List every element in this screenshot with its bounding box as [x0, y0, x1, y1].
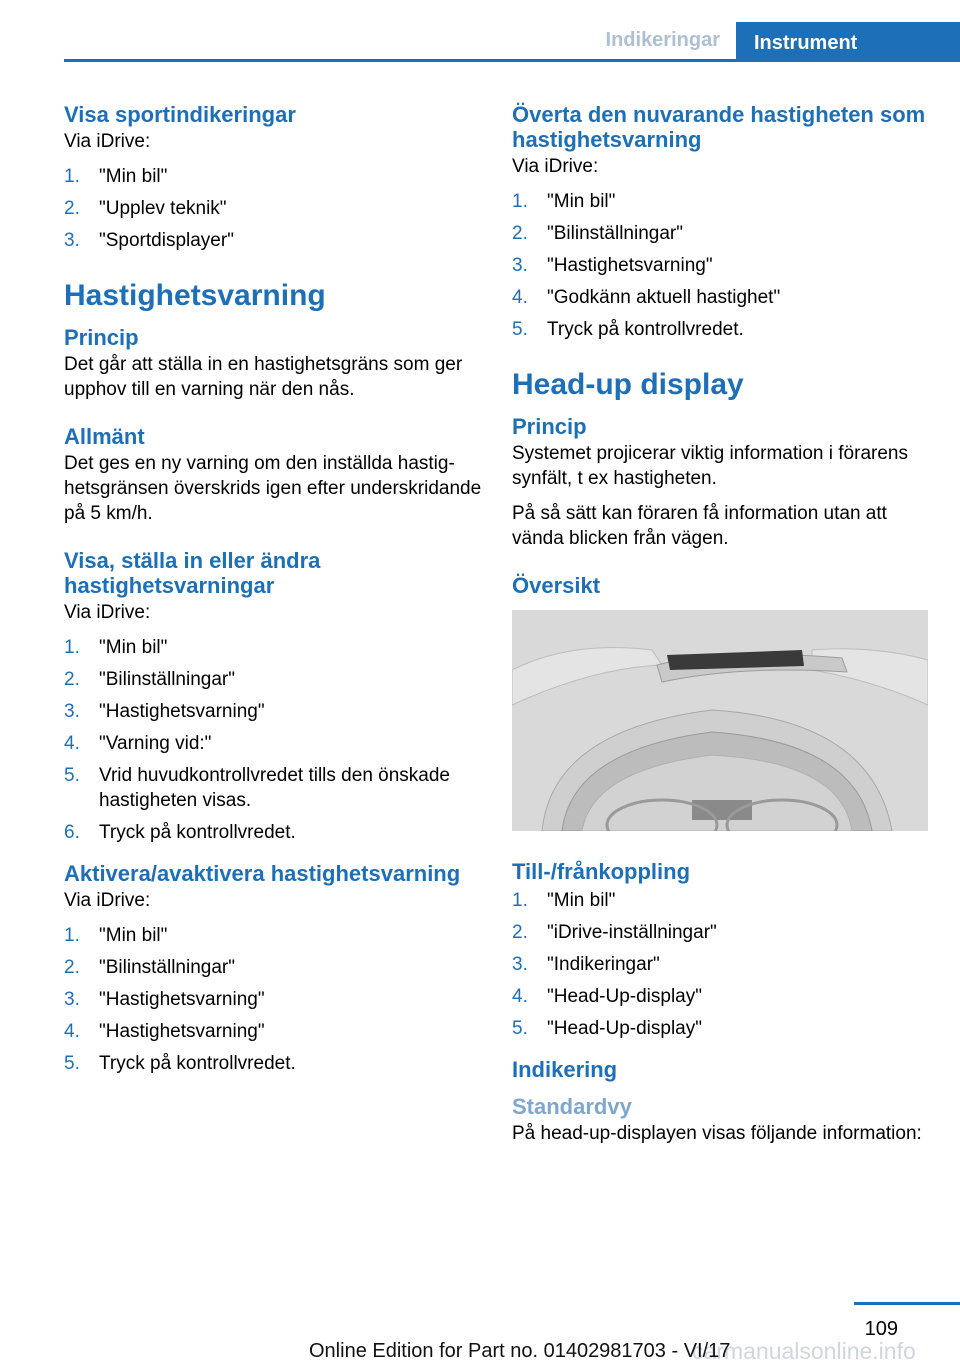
heading-allmant: Allmänt	[64, 424, 145, 449]
watermark: carmanualsonline.info	[692, 1338, 916, 1364]
right-column	[512, 102, 928, 1156]
list-item: 3. "Hastighetsvarning"	[512, 255, 713, 276]
list-item: 5. Tryck på kontrollvredet.	[512, 319, 744, 340]
text-standardvy: På head-up-displayen visas följande information:	[512, 1123, 922, 1144]
heading-visa-stalla: Visa, ställa in eller ändra hastighetsvarningar	[64, 548, 321, 598]
steps-visa-sport	[64, 164, 482, 253]
steps-aktivera	[64, 923, 482, 1076]
list-item: 1. "Min bil"	[64, 925, 168, 946]
heading-visa-sport: Visa sportindikeringar	[64, 102, 296, 127]
via-idrive: Via iDrive:	[64, 602, 151, 623]
running-header-chapter: Instrument	[736, 22, 960, 62]
list-item: 2. "iDrive-inställningar"	[512, 922, 717, 943]
list-item: 6. Tryck på kontrollvredet.	[64, 822, 296, 843]
list-item: 4. "Godkänn aktuell hastighet"	[512, 287, 781, 308]
list-item: 3. "Indikeringar"	[512, 954, 660, 975]
list-item: 5. "Head-Up-display"	[512, 1018, 702, 1039]
heading-indikering: Indikering	[512, 1057, 618, 1082]
steps-overta	[512, 189, 928, 342]
page-number: 109	[864, 1318, 898, 1340]
heading-oversikt: Översikt	[512, 573, 601, 598]
heading-aktivera: Aktivera/avaktivera hastighetsvarning	[64, 861, 461, 886]
list-item: 2. "Bilinställningar"	[64, 957, 235, 978]
list-item: 2. "Bilinställningar"	[512, 223, 683, 244]
header-rule	[64, 59, 960, 62]
text-allmant: Det ges en ny varning om den inställda hastighetsgränsen överskrids igen efter underskridande på 5 km/h.	[64, 453, 482, 524]
text-princip-2: På så sätt kan föraren få information utan att vända blicken från vägen.	[512, 503, 887, 549]
via-idrive: Via iDrive:	[64, 131, 151, 152]
list-item: 5. Vrid huvudkontrollvredet tills den önskade hastigheten visas.	[64, 765, 450, 811]
head-up-display-image	[512, 610, 928, 831]
footer-rule	[854, 1302, 960, 1305]
via-idrive: Via iDrive:	[512, 156, 599, 177]
edition-note: Online Edition for Part no. 01402981703 - VI/17	[309, 1340, 731, 1362]
list-item: 3. "Sportdisplayer"	[64, 230, 234, 251]
dashboard-illustration	[512, 610, 928, 831]
list-item: 4. "Head-Up-display"	[512, 986, 702, 1007]
list-item: 4. "Varning vid:"	[64, 733, 212, 754]
steps-visa-stalla	[64, 635, 482, 845]
list-item: 4. "Hastighetsvarning"	[64, 1021, 265, 1042]
list-item: 1. "Min bil"	[64, 637, 168, 658]
heading-head-up-display: Head-up display	[512, 368, 744, 401]
list-item: 1. "Min bil"	[512, 191, 616, 212]
list-item: 1. "Min bil"	[512, 890, 616, 911]
heading-standardvy: Standardvy	[512, 1094, 632, 1119]
text-princip-1: Systemet projicerar viktig information i förarens synfält, t ex hastigheten.	[512, 443, 908, 489]
list-item: 2. "Upplev teknik"	[64, 198, 227, 219]
list-item: 2. "Bilinställningar"	[64, 669, 235, 690]
via-idrive: Via iDrive:	[64, 890, 151, 911]
list-item: 3. "Hastighetsvarning"	[64, 989, 265, 1010]
heading-princip: Princip	[512, 414, 587, 439]
text-princip: Det går att ställa in en hastighetsgräns som ger upphov till en varning när den nås.	[64, 354, 463, 400]
heading-hastighetsvarning: Hastighetsvarning	[64, 279, 326, 312]
heading-overta: Överta den nuvarande hastigheten som hastighetsvarning	[512, 102, 926, 152]
list-item: 1. "Min bil"	[64, 166, 168, 187]
heading-princip: Princip	[64, 325, 139, 350]
list-item: 3. "Hastighetsvarning"	[64, 701, 265, 722]
left-column	[64, 102, 482, 1092]
heading-till-frankoppling: Till-/frånkoppling	[512, 859, 691, 884]
list-item: 5. Tryck på kontrollvredet.	[64, 1053, 296, 1074]
steps-till-frankoppling	[512, 888, 928, 1041]
running-header-section: Indikeringar	[605, 29, 720, 51]
